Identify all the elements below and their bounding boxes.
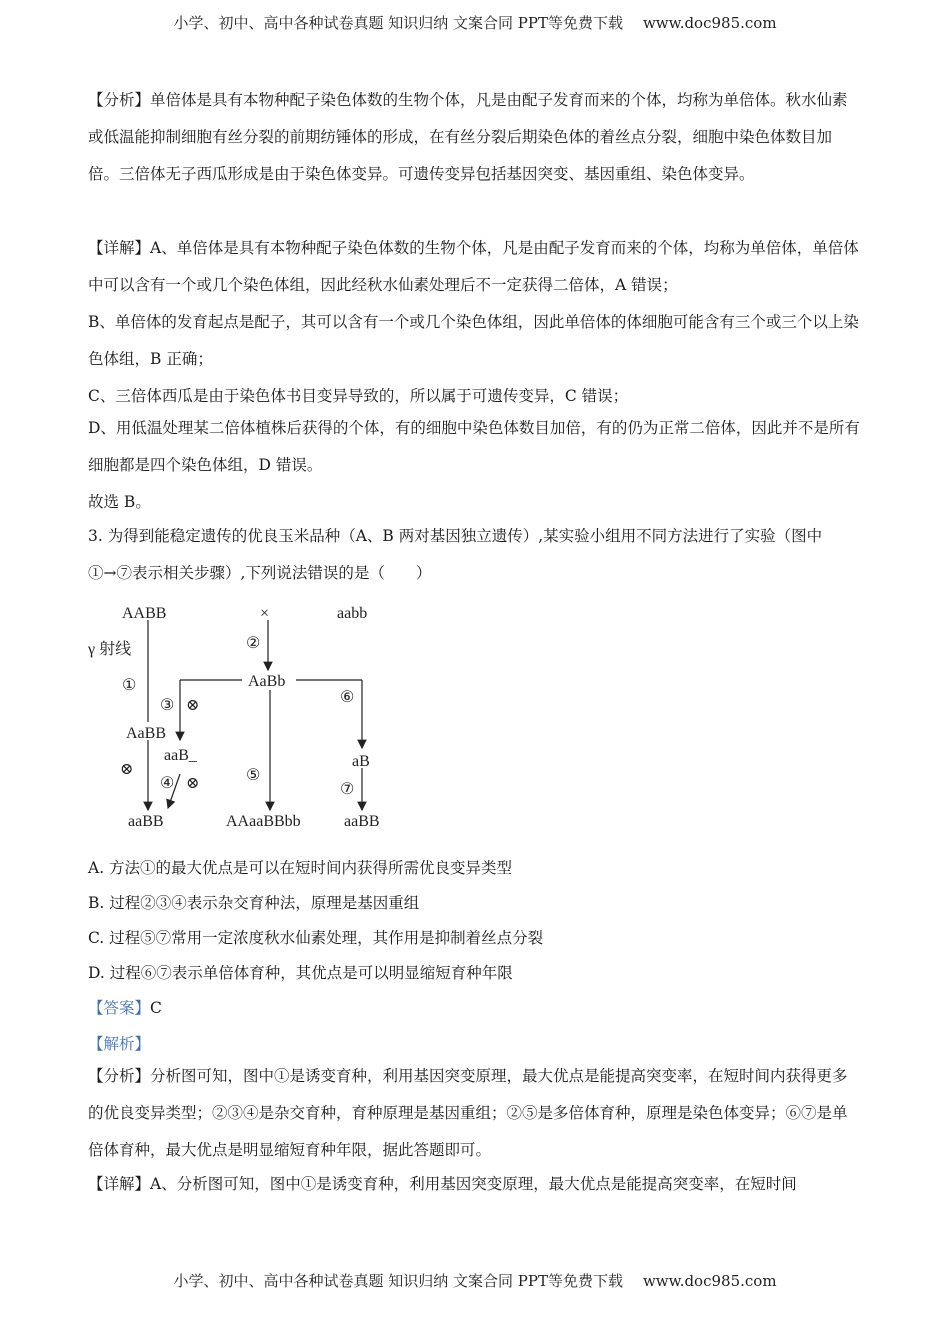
result-2: AAaaBBbb (226, 813, 301, 830)
q3-detail: 【详解】A、分析图可知，图中①是诱变育种，利用基因突变原理，最大优点是能提高突变率，在短时间 (88, 1175, 797, 1193)
q3-stem: 3. 为得到能稳定遗传的优良玉米品种（A、B 两对基因独立遗传）,某实验小组用不同方法进行了实验（图中①→⑦表示相关步骤）,下列说法错误的是（ ） (88, 527, 823, 582)
breeding-diagram (80, 598, 400, 838)
label-ab: aB (352, 753, 370, 770)
label-gamma: γ 射线 (88, 641, 132, 658)
footer-site[interactable]: www.doc985.com (642, 1272, 777, 1290)
step-7: ⑦ (340, 781, 355, 798)
answer-label: 【答案】 (88, 999, 151, 1017)
step-4: ④ (160, 775, 175, 792)
option-d: D. 过程⑥⑦表示单倍体育种，其优点是可以明显缩短育种年限 (88, 964, 513, 982)
label-aabb-mid: AaBb (248, 673, 286, 690)
label-aab-blank: aaB_ (164, 747, 197, 764)
q2-analysis: 【分析】单倍体是具有本物种配子染色体数的生物个体，凡是由配子发育而来的个体，均称为单倍体。秋水仙素或低温能抑制细胞有丝分裂的前期纺锤体的形成，在有丝分裂后期染色体的着丝点分裂，细胞中染色体数目加倍。三倍体无子西瓜形成是由于染色体变异。可遗传变异包括基因突变、基因重组、染色体变异。 (88, 91, 848, 183)
page-header (0, 12, 950, 33)
q3-analysis: 【分析】分析图可知，图中①是诱变育种，利用基因突变原理，最大优点是能提高突变率，在短时间内获得更多的优良变异类型；②③④是杂交育种，育种原理是基因重组；②⑤是多倍体育种，原理是染色体变异；⑥⑦是单倍体育种，最大优点是明显缩短育种年限，据此答题即可。 (88, 1067, 848, 1159)
q2-detail-a: 【详解】A、单倍体是具有本物种配子染色体数的生物个体，凡是由配子发育而来的个体，均称为单倍体，单倍体中可以含有一个或几个染色体组，因此经秋水仙素处理后不一定获得二倍体，A 错误； (88, 239, 859, 294)
cross-symbol: × (260, 605, 270, 622)
option-b: B. 过程②③④表示杂交育种法，原理是基因重组 (88, 894, 420, 912)
jiexi-label: 【解析】 (88, 1035, 151, 1053)
page-footer (0, 1270, 950, 1291)
result-1: aaBB (128, 813, 164, 830)
label-aabb-top: AABB (122, 605, 167, 622)
q2-detail-c: C、三倍体西瓜是由于染色体书目变异导致的，所以属于可遗传变异，C 错误； (88, 387, 629, 405)
answer-value: C (150, 999, 162, 1017)
selfing-left: ⊗ (120, 761, 134, 778)
option-c: C. 过程⑤⑦常用一定浓度秋水仙素处理，其作用是抑制着丝点分裂 (88, 929, 544, 947)
answer-line (88, 996, 162, 1018)
q2-conclusion: 故选 B。 (88, 493, 151, 511)
label-aabb: aabb (337, 605, 368, 622)
selfing-3: ⊗ (186, 697, 200, 714)
footer-text: 小学、初中、高中各种试卷真题 知识归纳 文案合同 PPT等免费下载 (173, 1272, 623, 1290)
option-a: A. 方法①的最大优点是可以在短时间内获得所需优良变异类型 (88, 859, 513, 877)
q2-detail-b: B、单倍体的发育起点是配子，其可以含有一个或几个染色体组，因此单倍体的体细胞可能含有三个或三个以上染色体组，B 正确； (88, 313, 859, 368)
selfing-4: ⊗ (186, 775, 200, 792)
label-aabb-left: AaBB (126, 725, 166, 742)
step-6: ⑥ (340, 689, 355, 706)
breeding-diagram-svg (80, 598, 400, 838)
step-3: ③ (160, 697, 175, 714)
q2-detail-d: D、用低温处理某二倍体植株后获得的个体，有的细胞中染色体数目加倍，有的仍为正常二倍体，因此并不是所有细胞都是四个染色体组，D 错误。 (88, 419, 860, 474)
step-2: ② (246, 635, 261, 652)
step-1: ① (122, 677, 137, 694)
header-text: 小学、初中、高中各种试卷真题 知识归纳 文案合同 PPT等免费下载 (173, 14, 623, 32)
header-site[interactable]: www.doc985.com (642, 14, 777, 32)
result-3: aaBB (344, 813, 380, 830)
step-5: ⑤ (246, 767, 261, 784)
